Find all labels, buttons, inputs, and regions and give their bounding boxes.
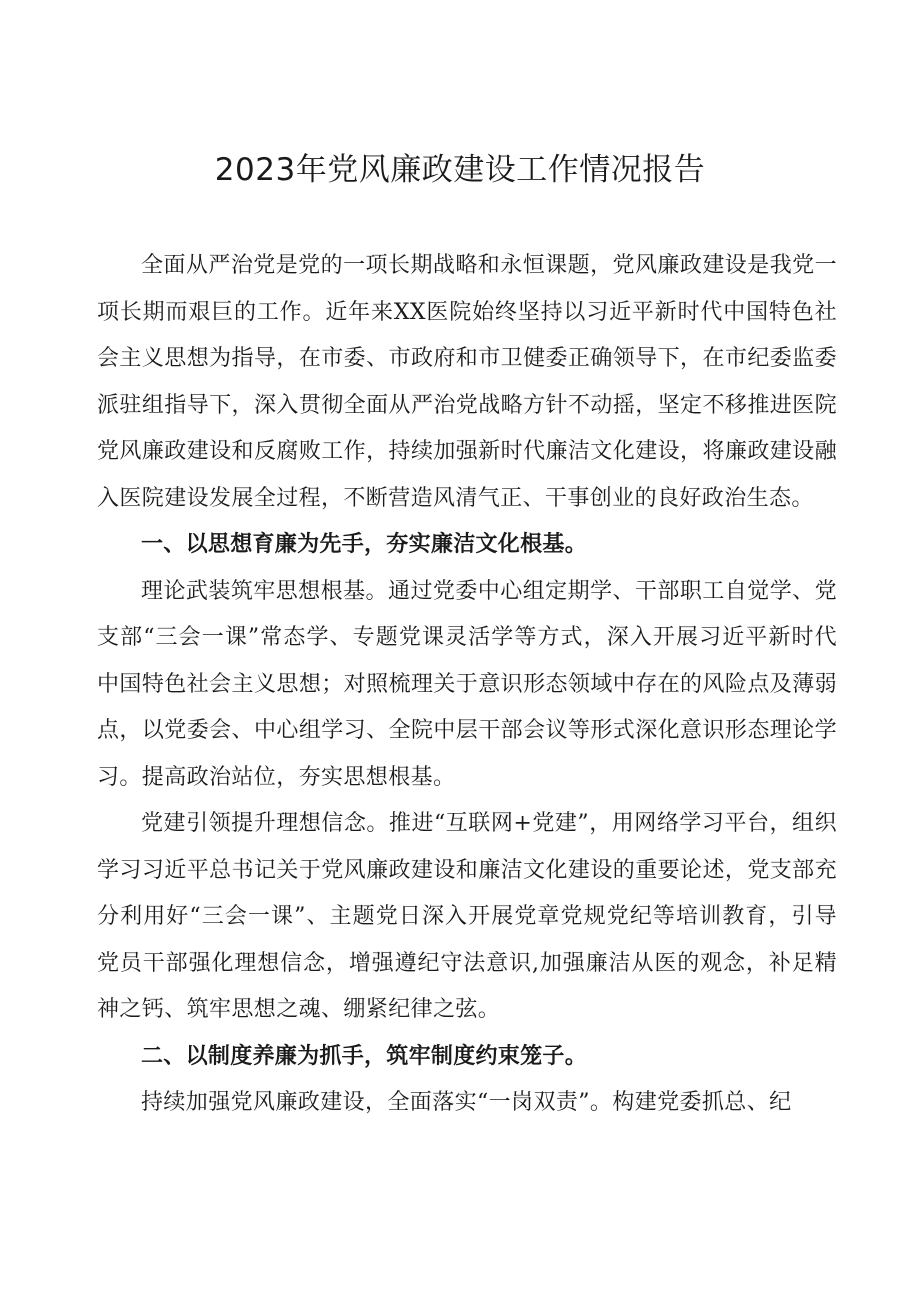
- document-body: [97, 243, 837, 1127]
- section-1-paragraph-1: 理论武装筑牢思想根基。通过党委中心组定期学、干部职工自觉学、党支部“三会一课”常态学、专题党课灵活学等方式，深入开展习近平新时代中国特色社会主义思想；对照梳理关于意识形态领域中存在的风险点及薄弱点，以党委会、中心组学习、全院中层干部会议等形式深化意识形态理论学习。提高政治站位，夯实思想根基。: [97, 578, 837, 790]
- section-1-paragraph-2: 党建引领提升理想信念。推进“互联网+党建”，用网络学习平台，组织学习习近平总书记关于党风廉政建设和廉洁文化建设的重要论述，党支部充分利用好“三会一课”、主题党日深入开展党章党规党纪等培训教育，引导党员干部强化理想信念，增强遵纪守法意识,加强廉洁从医的观念，补足精神之钙、筑牢思想之魂、绷紧纪律之弦。: [97, 811, 837, 1022]
- section-2-paragraph-1: 持续加强党风廉政建设，全面落实“一岗双责”。构建党委抓总、纪: [141, 1090, 792, 1115]
- section-1-heading: 一、以思想育廉为先手，夯实廉洁文化根基。: [141, 532, 588, 557]
- section-2-heading: 二、以制度养廉为抓手，筑牢制度约束笼子。: [141, 1043, 588, 1069]
- intro-paragraph: 全面从严治党是党的一项长期战略和永恒课题，党风廉政建设是我党一项长期而艰巨的工作。近年来XX医院始终坚持以习近平新时代中国特色社会主义思想为指导，在市委、市政府和市卫健委正确领导下，在市纪委监委派驻组指导下，深入贯彻全面从严治党战略方针不动摇，坚定不移推进医院党风廉政建设和反腐败工作，持续加强新时代廉洁文化建设，将廉政建设融入医院建设发展全过程，不断营造风清气正、干事创业的良好政治生态。: [97, 253, 837, 511]
- document-title: 2023年党风廉政建设工作情况报告: [214, 152, 706, 188]
